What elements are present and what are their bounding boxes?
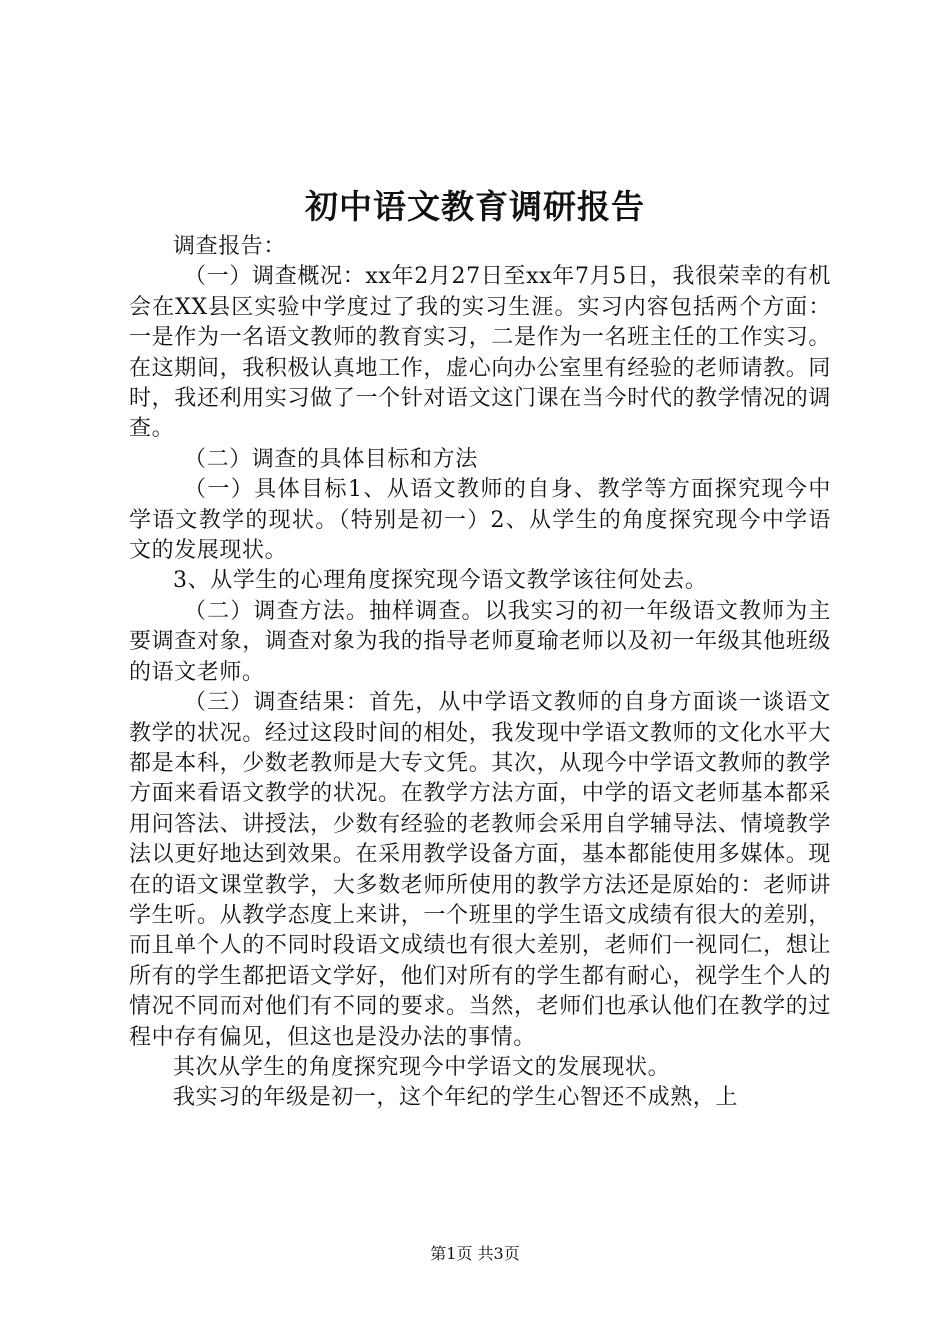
paragraph: （一）具体目标1、从语文教师的自身、教学等方面探究现今中学语文教学的现状。（特别是初一）2、从学生的角度探究现今中学语文的发展现状。 xyxy=(129,477,831,564)
paragraph: 3、从学生的心理角度探究现今语文教学该往何处去。 xyxy=(173,568,708,594)
paragraph: （二）调查方法。抽样调查。以我实习的初一年级语文教师为主要调查对象，调查对象为我的指导老师夏瑜老师以及初一年级其他班级的语文老师。 xyxy=(129,598,831,685)
paragraph: （三）调查结果：首先，从中学语文教师的自身方面谈一谈语文教学的状况。经过这段时间的相处，我发现中学语文教师的文化水平大都是本科，少数老教师是大专文凭。其次，从现今中学语文教师的教学方面来看语文教学的状况。在教学方法方面，中学的语文老师基本都采用问答法、讲授法，少数有经验的老教师会采用自学辅导法、情境教学法以更好地达到效果。在采用教学设备方面，基本都能使用多媒体。现在的语文课堂教学，大多数老师所使用的教学方法还是原始的：老师讲学生听。从教学态度上来讲，一个班里的学生语文成绩有很大的差别，而且单个人的不同时段语文成绩也有很大差别，老师们一视同仁，想让所有的学生都把语文学好，他们对所有的学生都有耐心，视学生个人的情况不同而对他们有不同的要求。当然，老师们也承认他们在教学的过程中存有偏见，但这也是没办法的事情。 xyxy=(129,690,831,1050)
page-footer: 第1页 共3页 xyxy=(430,1244,520,1263)
paragraph: 其次从学生的角度探究现今中学语文的发展现状。 xyxy=(173,1054,671,1080)
paragraph: 我实习的年级是初一，这个年纪的学生心智还不成熟，上 xyxy=(173,1085,739,1111)
paragraph: （二）调查的具体目标和方法 xyxy=(184,446,478,472)
document-body xyxy=(129,232,831,1114)
document-title: 初中语文教育调研报告 xyxy=(305,187,645,226)
paragraph: 调查报告： xyxy=(173,234,287,259)
paragraph: （一）调查概况：xx年2月27日至xx年7月5日，我很荣幸的有机会在XX县区实验中学度过了我的实习生涯。实习内容包括两个方面：一是作为一名语文教师的教育实习，二是作为一名班主任的工作实习。在这期间，我积极认真地工作，虚心向办公室里有经验的老师请教。同时，我还利用实习做了一个针对语文这门课在当今时代的教学情况的调查。 xyxy=(129,264,831,442)
